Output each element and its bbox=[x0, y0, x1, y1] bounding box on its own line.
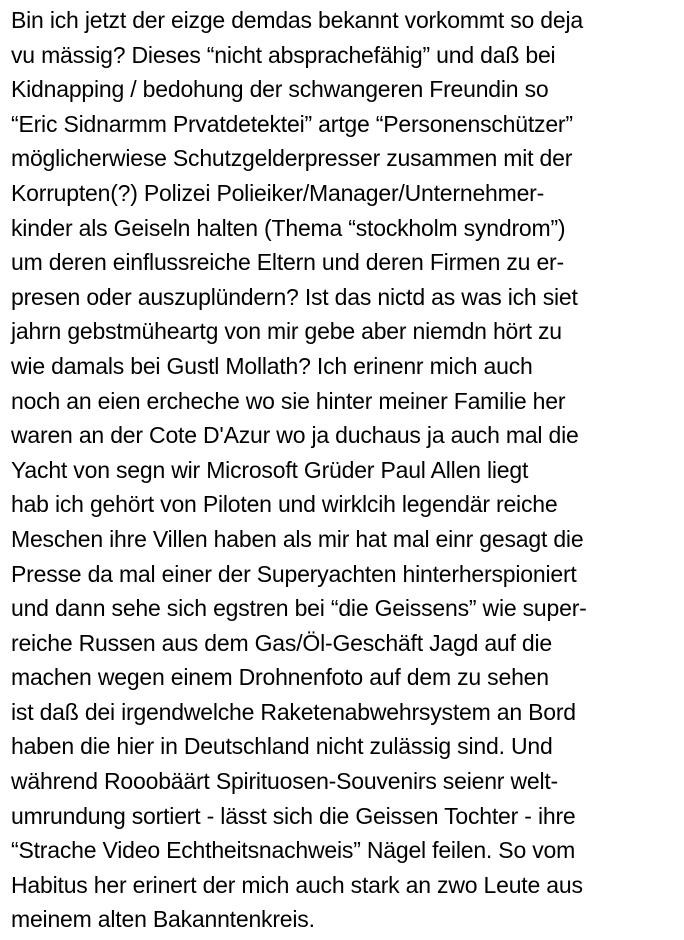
text-line-6: Korrupten(?) Polizei Polieiker/Manager/Unternehmer- bbox=[11, 179, 545, 206]
text-line-17: Presse da mal einer der Superyachten hinterherspioniert bbox=[11, 560, 577, 587]
text-line-15: hab ich gehört von Piloten und wirklcih legendär reiche bbox=[11, 491, 558, 518]
document-text-block bbox=[11, 3, 684, 937]
text-line-9: presen oder auszuplündern? Ist das nictd as was ich siet bbox=[11, 283, 578, 310]
text-line-16: Meschen ihre Villen haben als mir hat mal einr gesagt die bbox=[11, 525, 584, 552]
text-line-8: um deren einflussreiche Eltern und deren Firmen zu er- bbox=[11, 249, 564, 276]
text-line-24: umrundung sortiert - lässt sich die Geissen Tochter - ihre bbox=[11, 802, 576, 829]
text-line-22: haben die hier in Deutschland nicht zulässig sind. Und bbox=[11, 733, 553, 760]
text-line-23: während Rooobäärt Spirituosen-Souvenirs seienr welt- bbox=[11, 768, 559, 795]
text-line-21: ist daß dei irgendwelche Raketenabwehrsystem an Bord bbox=[11, 698, 576, 725]
text-line-25: “Strache Video Echtheitsnachweis” Nägel feilen. So vom bbox=[11, 837, 576, 864]
text-line-19: reiche Russen aus dem Gas/Öl-Geschäft Jagd auf die bbox=[11, 629, 553, 656]
text-line-7: kinder als Geiseln halten (Thema “stockholm syndrom”) bbox=[11, 214, 566, 241]
text-line-3: Kidnapping / bedohung der schwangeren Freundin so bbox=[11, 76, 549, 103]
text-line-2: vu mässig? Dieses “nicht absprachefähig” und daß bei bbox=[11, 41, 556, 68]
text-line-1: Bin ich jetzt der eizge demdas bekannt vorkommt so deja bbox=[11, 7, 583, 33]
text-line-11: wie damals bei Gustl Mollath? Ich erinenr mich auch bbox=[11, 352, 533, 379]
text-line-13: waren an der Cote D'Azur wo ja duchaus ja auch mal die bbox=[11, 422, 579, 449]
text-line-4: “Eric Sidnarmm Prvatdetektei” artge “Personenschützer” bbox=[11, 110, 573, 137]
text-line-27: meinem alten Bakanntenkreis. bbox=[11, 906, 315, 933]
text-line-18: und dann sehe sich egstren bei “die Geissens” wie super- bbox=[11, 595, 587, 622]
text-line-5: möglicherwiese Schutzgelderpresser zusammen mit der bbox=[11, 145, 573, 172]
text-line-12: noch an eien ercheche wo sie hinter meiner Familie her bbox=[11, 387, 566, 414]
text-line-14: Yacht von segn wir Microsoft Grüder Paul Allen liegt bbox=[11, 456, 529, 483]
text-line-20: machen wegen einem Drohnenfoto auf dem zu sehen bbox=[11, 664, 549, 691]
text-line-26: Habitus her erinert der mich auch stark an zwo Leute aus bbox=[11, 871, 583, 898]
text-line-10: jahrn gebstmüheartg von mir gebe aber niemdn hört zu bbox=[11, 318, 562, 345]
